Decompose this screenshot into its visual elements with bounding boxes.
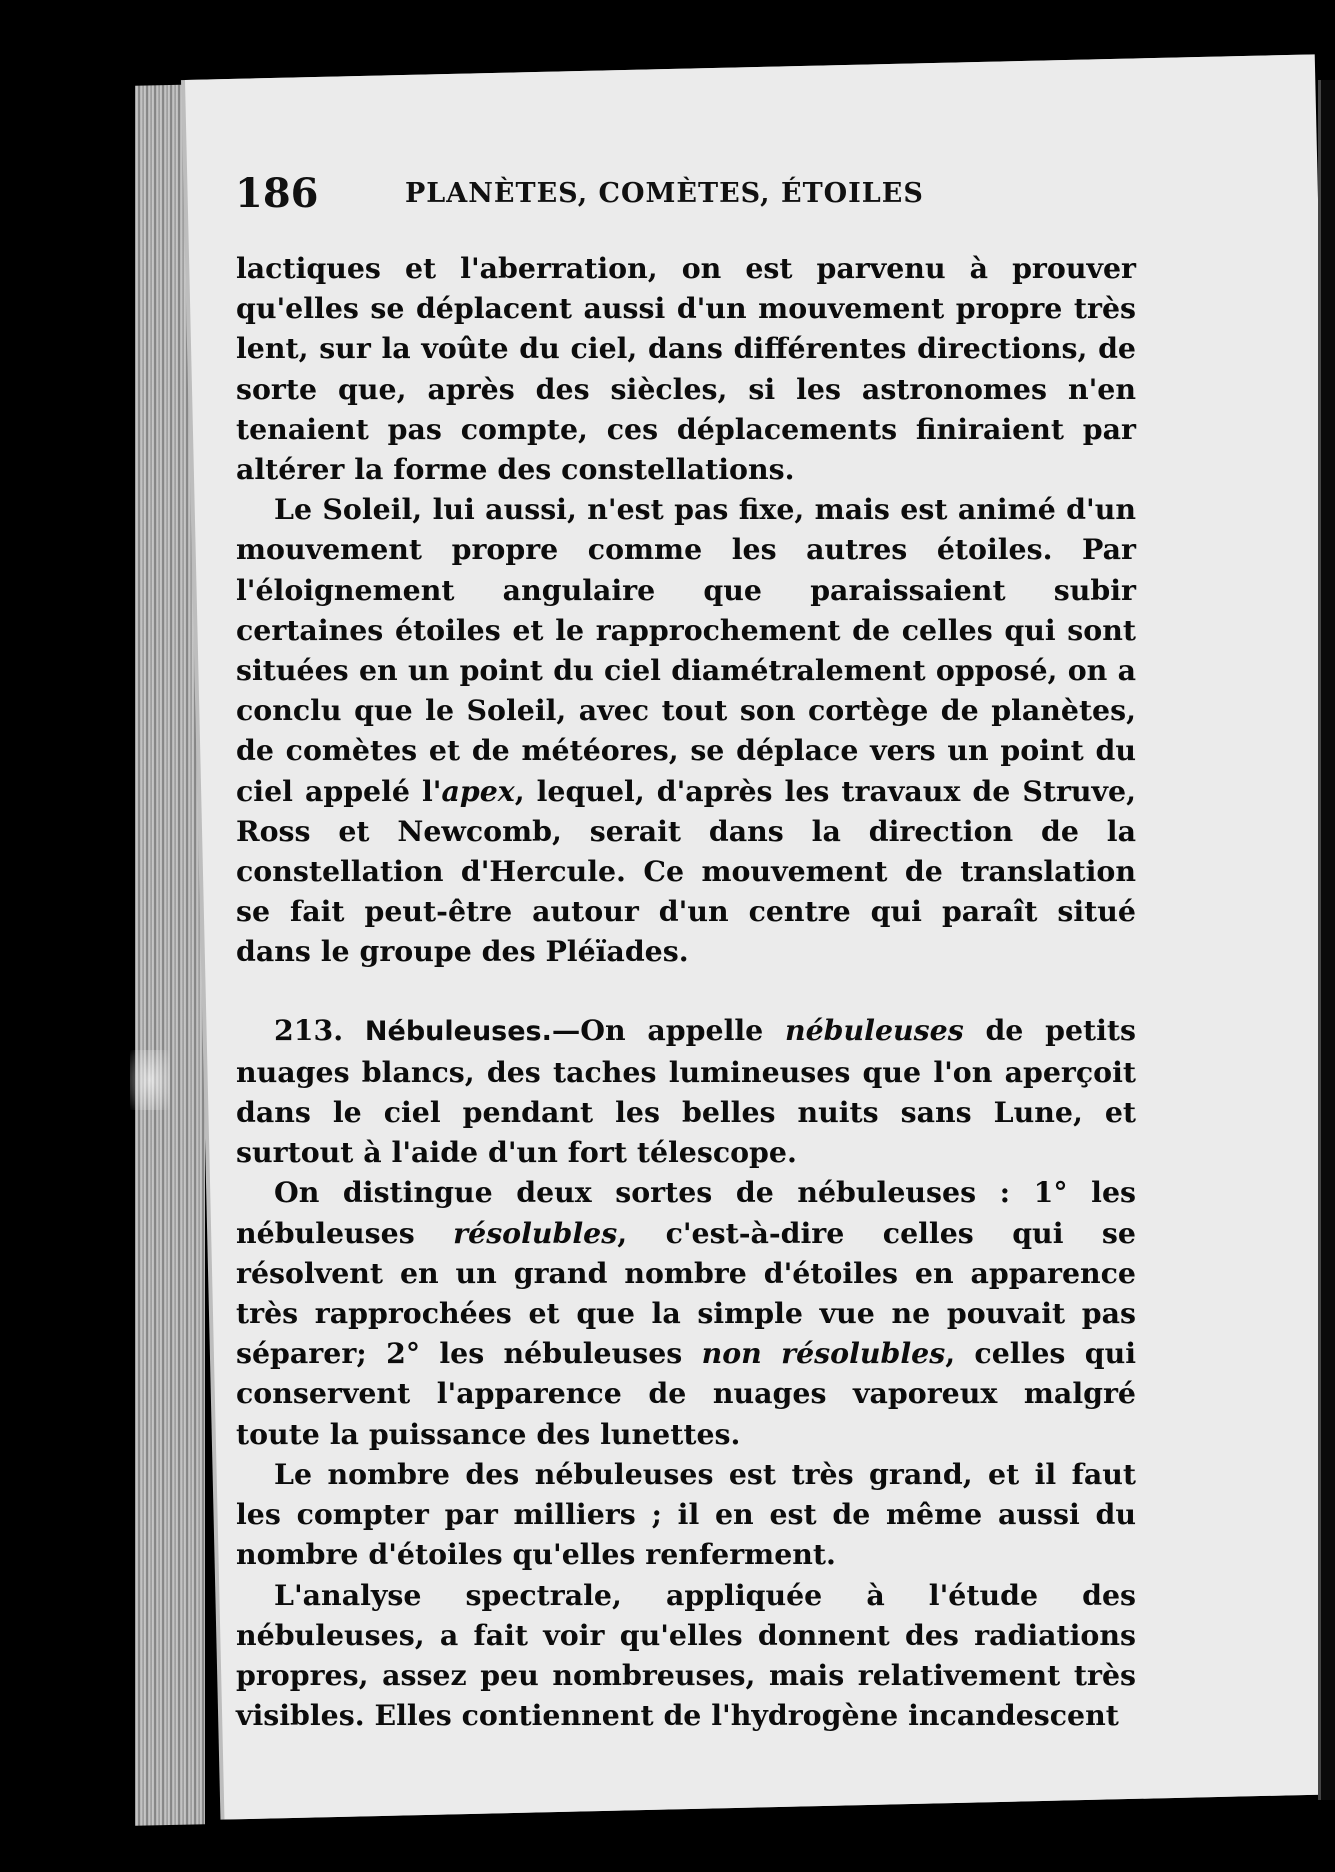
page-number: 186	[235, 170, 319, 217]
term-non-resolubles: non résolubles	[701, 1336, 946, 1371]
paragraph-4-text-a: On distingue deux sortes de nébuleuses : 1° les nébuleuses	[236, 1175, 1136, 1250]
term-nebuleuses: nébuleuses	[784, 1012, 964, 1047]
paragraph-3	[236, 1010, 1136, 1173]
section-number: 213.	[274, 1012, 344, 1047]
term-resolubles: résolubles	[453, 1215, 618, 1250]
paragraph-4	[236, 1172, 1136, 1453]
term-apex: apex	[441, 773, 515, 808]
scan-smudge	[130, 1050, 170, 1110]
paragraph-1: lactiques et l'aberration, on est parvenu à prouver qu'elles se déplacent aussi d'un mouvement propre très lent, sur la voûte du ciel, dans différentes directions, de sorte que, après des siècles, si les astronomes n'en tenaient pas compte, ces déplacements finiraient par altérer la forme des constellations.	[236, 251, 1136, 487]
paragraph-2	[236, 489, 1136, 971]
paragraph-4-text-b: , c'est-à-dire celles qui se résolvent en un grand nombre d'étoiles en apparence très rapprochées et que la simple vue ne pouvait pas séparer; 2° les nébuleuses	[236, 1215, 1136, 1371]
facing-page-edge	[1318, 80, 1335, 1800]
paragraph-2-text-b: , lequel, d'après les travaux de Struve, Ross et Newcomb, serait dans la direction de la constellation d'Hercule. Ce mouvement de translation se fait peut-être autour d'un centre qui paraît situé dans le groupe des Pléïades.	[236, 773, 1136, 969]
section-title: Nébuleuses.	[364, 1015, 552, 1047]
paragraph-6: L'analyse spectrale, appliquée à l'étude des nébuleuses, a fait voir qu'elles donnent des radiations propres, assez peu nombreuses, mais relativement très visibles. Elles contiennent de l'hydrogène incandescent	[236, 1577, 1136, 1733]
running-title: PLANÈTES, COMÈTES, ÉTOILES	[405, 178, 924, 209]
paragraph-3-text-b: de petits nuages blancs, des taches lumineuses que l'on aperçoit dans le ciel pendant les belles nuits sans Lune, et surtout à l'aide d'un fort télescope.	[236, 1012, 1137, 1170]
paragraph-4-text-c: , celles qui conservent l'apparence de nuages vaporeux malgré toute la puissance des lunettes.	[236, 1336, 1136, 1451]
section-spacer	[236, 972, 1136, 1010]
paragraph-5: Le nombre des nébuleuses est très grand, et il faut les compter par milliers ; il en est de même aussi du nombre d'étoiles qu'elles renferment.	[236, 1456, 1136, 1572]
paragraph-3-text-a: —On appelle	[551, 1012, 785, 1047]
page-body	[236, 248, 1136, 1735]
paragraph-2-text-a: Le Soleil, lui aussi, n'est pas fixe, mais est animé d'un mouvement propre comme les autres étoiles. Par l'éloignement angulaire que paraissaient subir certaines étoiles et le rapprochement de celles qui sont situées en un point du ciel diamétralement opposé, on a conclu que le Soleil, avec tout son cortège de planètes, de comètes et de météores, se déplace vers un point du ciel appelé l'	[236, 492, 1136, 808]
page-header	[235, 170, 1135, 230]
